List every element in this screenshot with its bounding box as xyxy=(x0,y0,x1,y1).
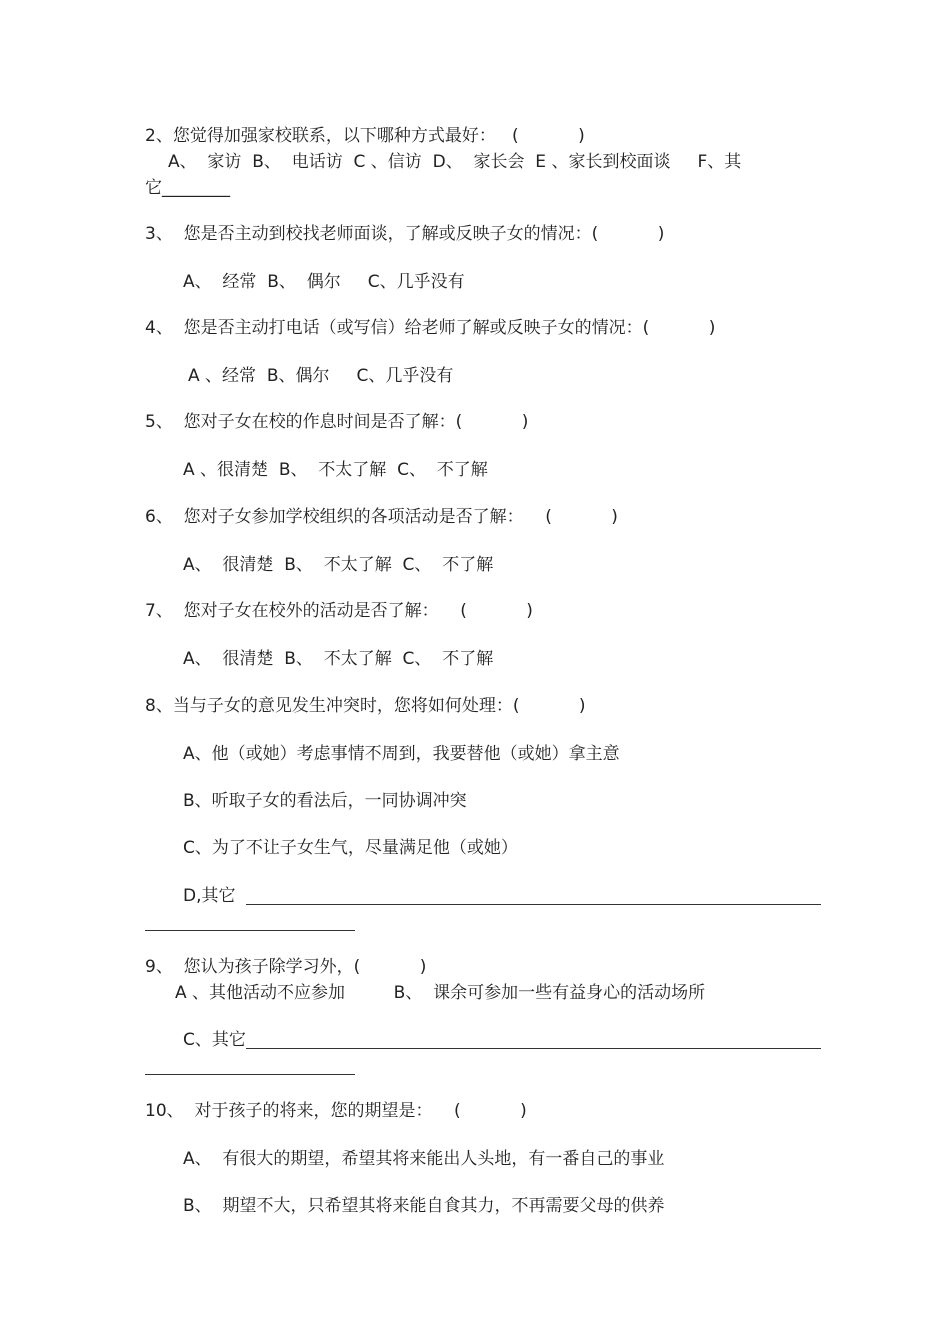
q7-question: 7、 您对子女在校外的活动是否了解： ( ) xyxy=(145,601,533,621)
q8-option-d: D,其它 xyxy=(183,886,236,906)
q9-answer-line xyxy=(246,1048,821,1049)
q2-options-cont: 它________ xyxy=(145,178,230,198)
q9-option-c: C、其它 xyxy=(183,1030,246,1050)
q9-option-ab: A 、其他活动不应参加 B、 课余可参加一些有益身心的活动场所 xyxy=(175,983,706,1003)
q9-question: 9、 您认为孩子除学习外，( ) xyxy=(145,957,427,977)
q2-question: 2、您觉得加强家校联系，以下哪种方式最好： ( ) xyxy=(145,126,585,146)
q8-question: 8、当与子女的意见发生冲突时，您将如何处理：( ) xyxy=(145,696,586,716)
q10-option-b: B、 期望不大，只希望其将来能自食其力，不再需要父母的供养 xyxy=(183,1196,665,1216)
q10-question: 10、 对于孩子的将来，您的期望是： ( ) xyxy=(145,1101,527,1121)
q3-options: A、 经常 B、 偶尔 C、几乎没有 xyxy=(183,272,465,292)
q3-question: 3、 您是否主动到校找老师面谈，了解或反映子女的情况：( ) xyxy=(145,224,665,244)
q9-answer-line-cont xyxy=(145,1074,355,1075)
q4-options: A 、经常 B、偶尔 C、几乎没有 xyxy=(188,366,454,386)
q6-question: 6、 您对子女参加学校组织的各项活动是否了解： ( ) xyxy=(145,507,618,527)
q8-answer-line-cont xyxy=(145,930,355,931)
q4-question: 4、 您是否主动打电话（或写信）给老师了解或反映子女的情况：( ) xyxy=(145,318,716,338)
q10-option-a: A、 有很大的期望，希望其将来能出人头地，有一番自己的事业 xyxy=(183,1149,665,1169)
q5-question: 5、 您对子女在校的作息时间是否了解：( ) xyxy=(145,412,529,432)
q5-options: A 、很清楚 B、 不太了解 C、 不了解 xyxy=(183,460,488,480)
q2-options: A、 家访 B、 电话访 C 、信访 D、 家长会 E 、家长到校面谈 F、其 xyxy=(168,152,742,172)
q6-options: A、 很清楚 B、 不太了解 C、 不了解 xyxy=(183,555,494,575)
q8-option-a: A、他（或她）考虑事情不周到，我要替他（或她）拿主意 xyxy=(183,744,620,764)
q7-options: A、 很清楚 B、 不太了解 C、 不了解 xyxy=(183,649,494,669)
q8-option-c: C、为了不让子女生气，尽量满足他（或她） xyxy=(183,838,518,858)
q8-answer-line xyxy=(246,904,821,905)
q8-option-b: B、听取子女的看法后，一同协调冲突 xyxy=(183,791,467,811)
